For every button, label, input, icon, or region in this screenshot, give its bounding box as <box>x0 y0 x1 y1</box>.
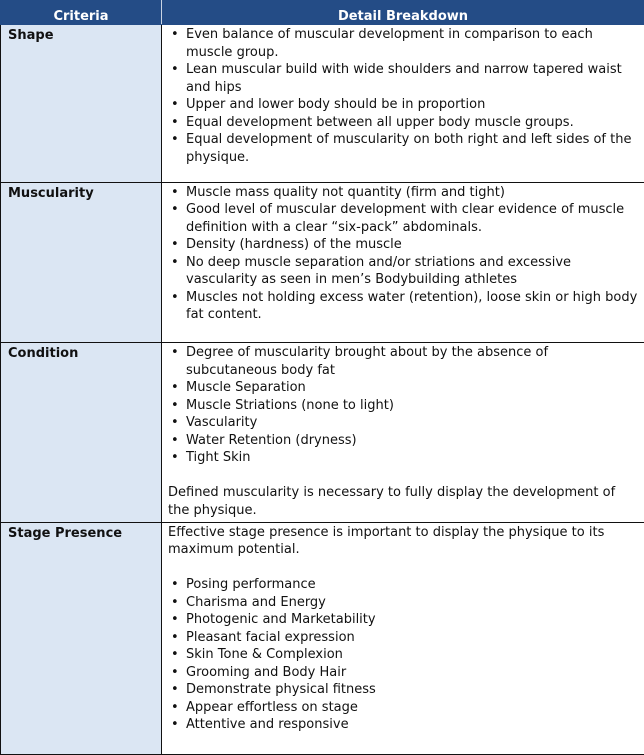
detail-cell-condition <box>162 343 644 523</box>
table-header-row <box>1 1 644 25</box>
list-item: • Photogenic and Marketability <box>168 611 638 629</box>
list-item: • Even balance of muscular development in comparison to each muscle group. <box>168 26 638 61</box>
list-item: • Grooming and Body Hair <box>168 664 638 682</box>
list-item: • Muscle mass quality not quantity (firm and tight) <box>168 184 638 202</box>
table-row-shape <box>1 25 644 183</box>
list-item: • Water Retention (dryness) <box>168 432 638 450</box>
table-row-muscularity <box>1 182 644 343</box>
list-item: • Muscle Separation <box>168 379 638 397</box>
table-row-stage-presence <box>1 522 644 754</box>
list-item: • Muscles not holding excess water (retention), loose skin or high body fat content. <box>168 289 638 324</box>
bullet-list-stage-presence <box>168 576 638 734</box>
list-item: • Posing performance <box>168 576 638 594</box>
list-item: • Equal development between all upper body muscle groups. <box>168 114 638 132</box>
list-item: • Vascularity <box>168 414 638 432</box>
list-item: • Good level of muscular development with clear evidence of muscle definition with a clear “six-pack” abdominals. <box>168 201 638 236</box>
criteria-header: Criteria <box>1 1 162 25</box>
criteria-cell-condition: Condition <box>1 343 162 523</box>
list-item: • Skin Tone & Complexion <box>168 646 638 664</box>
list-item: • Density (hardness) of the muscle <box>168 236 638 254</box>
detail-cell-shape <box>162 25 644 183</box>
criteria-cell-shape: Shape <box>1 25 162 183</box>
list-item: • Tight Skin <box>168 449 638 467</box>
bullet-list-shape <box>168 26 638 166</box>
list-item: • Attentive and responsive <box>168 716 638 734</box>
list-item: • Lean muscular build with wide shoulders and narrow tapered waist and hips <box>168 61 638 96</box>
criteria-cell-muscularity: Muscularity <box>1 182 162 343</box>
list-item: • Equal development of muscularity on both right and left sides of the physique. <box>168 131 638 166</box>
list-item: • Upper and lower body should be in proportion <box>168 96 638 114</box>
list-item: • No deep muscle separation and/or striations and excessive vascularity as seen in men’s Bodybuilding athletes <box>168 254 638 289</box>
detail-cell-muscularity <box>162 182 644 343</box>
list-item: • Charisma and Energy <box>168 594 638 612</box>
stage-presence-intro: Effective stage presence is important to display the physique to its maximum potential. <box>168 524 605 558</box>
list-item: • Degree of muscularity brought about by the absence of subcutaneous body fat <box>168 344 638 379</box>
list-item: • Demonstrate physical fitness <box>168 681 638 699</box>
table-row-condition <box>1 343 644 523</box>
detail-cell-stage-presence <box>162 522 644 754</box>
bullet-list-condition <box>168 344 638 467</box>
criteria-cell-stage-presence: Stage Presence <box>1 522 162 754</box>
list-item: • Pleasant facial expression <box>168 629 638 647</box>
condition-note: Defined muscularity is necessary to fully display the development of the physique. <box>168 485 616 518</box>
list-item: • Appear effortless on stage <box>168 699 638 717</box>
list-item: • Muscle Striations (none to light) <box>168 397 638 415</box>
detail-header: Detail Breakdown <box>162 1 644 25</box>
bullet-list-muscularity <box>168 184 638 324</box>
